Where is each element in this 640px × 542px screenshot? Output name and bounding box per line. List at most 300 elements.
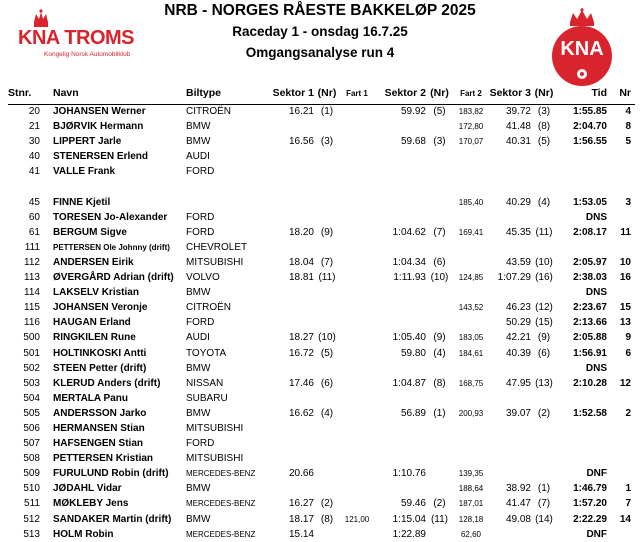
table-row [8,225,635,240]
cell-rank: 14 [619,513,631,525]
cell-sektor3: 39.72 [505,106,531,118]
table-row [8,512,635,527]
cell-name: JØDAHL Vidar [53,483,122,495]
cell-sektor2 [374,165,426,180]
cell-rank [607,286,635,301]
cell-nr3 [531,150,557,165]
cell-rank [607,467,635,482]
cell-sektor3 [489,210,531,225]
cell-sektor2: 1:15.04 [392,513,426,525]
page-title: NRB - NORGES RÅESTE BAKKELØP 2025 [164,2,476,19]
cell-sektor2 [374,286,426,301]
cell-nr2 [426,482,453,497]
cell-stnr: 115 [24,302,40,314]
cell-fart2: 200,93 [458,408,484,418]
cell-nr2: (11) [430,513,449,525]
cell-nr2 [426,120,453,135]
table-row [8,105,635,120]
cell-sektor3: 38.92 [505,483,531,495]
cell-fart2: 188,64 [458,484,484,494]
page-subtitle: Raceday 1 - onsdag 16.7.25 [232,24,408,39]
cell-stnr: 114 [24,287,40,299]
cell-stnr: 116 [24,317,40,329]
cell-fart2 [453,437,489,452]
cell-name: TORESEN Jo-Alexander [53,211,168,223]
cell-nr3: (7) [537,498,551,510]
cell-tid [557,391,607,406]
table-row [8,120,635,135]
cell-nr1 [314,467,340,482]
cell-sektor2: 59.92 [400,106,426,118]
cell-fart1 [340,135,374,150]
cell-fart2: 185,40 [458,197,484,207]
cell-sektor2: 59.68 [400,136,426,148]
cell-nr2 [426,391,453,406]
cell-name: ANDERSSON Jarko [53,407,147,419]
cell-nr1 [314,452,340,467]
table-header-row [8,82,635,105]
analysis-title: Omgangsanalyse run 4 [245,45,395,60]
cell-rank: 15 [619,302,631,314]
cell-fart2: 184,61 [458,348,484,358]
cell-fart1 [340,195,374,210]
cell-fart1 [340,406,374,421]
col-header-nr2: (Nr) [426,82,453,105]
table-row [8,452,635,467]
col-header-stnr: Stnr. [8,82,45,105]
cell-nr3: (15) [535,317,553,329]
cell-rank [607,452,635,467]
cell-fart2: 143,52 [458,303,484,313]
cell-tid: 2:13.66 [573,317,607,329]
cell-sektor1: 16.56 [288,136,314,148]
cell-tid: DNS [585,211,607,223]
cell-tid [557,165,607,180]
cell-fart1 [340,482,374,497]
cell-sektor3 [489,467,531,482]
cell-rank: 7 [625,498,631,510]
table-row [8,482,635,497]
cell-sektor2 [374,437,426,452]
cell-fart2 [453,150,489,165]
table-row [8,376,635,391]
cell-rank: 4 [625,106,631,118]
cell-car: TOYOTA [186,347,227,359]
cell-car: MERCEDES-BENZ [186,499,256,509]
col-header-navn: Navn [45,82,186,105]
cell-sektor1 [266,421,314,436]
cell-name: ANDERSEN Eirik [53,256,134,268]
cell-rank: 8 [625,121,631,133]
cell-fart1 [340,165,374,180]
cell-car: BMW [186,362,211,374]
table-row [8,210,635,225]
cell-car: BMW [186,513,211,525]
cell-name: STENERSEN Erlend [53,151,149,163]
cell-nr2: (1) [433,407,446,419]
cell-sektor2: 59.46 [400,498,426,510]
cell-sektor2 [374,482,426,497]
cell-fart1 [340,286,374,301]
cell-sektor3: 39.07 [505,407,531,419]
cell-fart2 [453,286,489,301]
cell-nr2 [426,210,453,225]
cell-tid: 1:46.79 [573,483,607,495]
cell-sektor1 [266,301,314,316]
cell-tid [557,150,607,165]
cell-name: HOLM Robin [53,528,114,540]
cell-nr3: (5) [537,136,551,148]
cell-nr1: (10) [318,332,336,344]
col-header-biltype: Biltype [186,82,266,105]
cell-sektor2 [374,195,426,210]
cell-nr2: (9) [433,332,446,344]
cell-nr3: (16) [535,272,553,284]
cell-fart1 [340,271,374,286]
cell-sektor3: 40.31 [505,136,531,148]
cell-car: MERCEDES-BENZ [186,529,256,539]
cell-sektor1: 18.81 [288,272,314,284]
cell-sektor2: 1:04.34 [392,256,426,268]
cell-tid: 1:56.91 [573,347,607,359]
cell-fart2 [453,316,489,331]
cell-nr2 [426,301,453,316]
cell-sektor1 [266,361,314,376]
cell-sektor2 [374,210,426,225]
cell-nr2 [426,165,453,180]
cell-name: HAFSENGEN Stian [53,438,144,450]
cell-stnr: 508 [23,453,40,465]
cell-car: CITROËN [186,106,231,118]
cell-car: FORD [186,438,215,450]
cell-sektor2 [374,240,426,255]
cell-sektor1 [266,240,314,255]
cell-stnr: 40 [28,151,40,163]
cell-car: BMW [186,407,211,419]
cell-rank: 12 [619,377,631,389]
cell-car: NISSAN [186,377,224,389]
cell-fart2 [453,255,489,270]
cell-nr2 [426,452,453,467]
cell-stnr: 20 [28,106,40,118]
cell-fart1 [340,105,374,120]
cell-sektor1 [266,120,314,135]
cell-sektor1: 16.62 [288,407,314,419]
table-row [8,286,635,301]
cell-tid: 2:38.03 [573,272,607,284]
cell-stnr: 513 [23,528,40,540]
table-row [8,346,635,361]
cell-car: VOLVO [186,272,220,284]
cell-sektor1 [266,437,314,452]
cell-nr2 [426,286,453,301]
cell-car: MITSUBISHI [186,453,244,465]
table-row [8,150,635,165]
cell-fart2: 139,35 [458,469,484,479]
cell-car: FORD [186,226,215,238]
cell-car: MERCEDES-BENZ [186,469,256,479]
cell-nr3 [531,210,557,225]
cell-name: JOHANSEN Veronje [53,302,148,314]
col-header-sektor2: Sektor 2 [374,82,426,105]
cell-car: AUDI [186,332,210,344]
cell-nr2: (2) [433,498,446,510]
cell-nr3 [531,421,557,436]
cell-sektor2 [374,150,426,165]
cell-tid [557,437,607,452]
cell-stnr: 504 [23,392,40,404]
table-row [8,271,635,286]
cell-sektor2 [374,120,426,135]
cell-stnr: 45 [28,196,40,208]
cell-stnr: 506 [23,423,40,435]
cell-fart2: 172,80 [458,122,484,132]
cell-nr1 [314,286,340,301]
cell-stnr: 61 [28,226,40,238]
cell-fart1 [340,467,374,482]
cell-nr3 [531,286,557,301]
cell-car: FORD [186,211,215,223]
cell-nr2 [426,421,453,436]
cell-tid: 2:22.29 [573,513,607,525]
kna-badge-text: KNA [560,38,604,60]
cell-rank [607,391,635,406]
cell-nr3: (9) [537,332,551,344]
cell-nr1 [314,165,340,180]
table-row [8,135,635,150]
cell-car: SUBARU [186,392,228,404]
cell-sektor2: 1:05.40 [392,332,426,344]
cell-nr2: (10) [430,272,449,284]
cell-nr3: (8) [537,121,551,133]
cell-sektor2: 1:04.62 [392,226,426,238]
cell-nr2: (6) [433,256,446,268]
cell-nr2 [426,437,453,452]
cell-sektor2: 1:10.76 [392,468,426,480]
cell-sektor3 [489,150,531,165]
cell-fart1 [340,437,374,452]
cell-fart2: 187,01 [458,499,484,509]
cell-sektor1 [266,210,314,225]
cell-nr1 [314,195,340,210]
cell-nr3: (14) [535,513,553,525]
cell-nr3: (12) [535,302,553,314]
cell-name: FURULUND Robin (drift) [53,468,169,480]
cell-tid: DNF [586,528,607,540]
cell-name: LAKSELV Kristian [53,287,139,299]
cell-name: JOHANSEN Werner [53,106,146,118]
cell-stnr: 21 [28,121,40,133]
cell-stnr: 113 [24,272,40,284]
cell-tid: 2:10.28 [573,377,607,389]
cell-rank: 5 [625,136,631,148]
cell-nr1 [314,120,340,135]
cell-nr1 [314,391,340,406]
cell-fart2 [453,421,489,436]
cell-sektor1 [266,286,314,301]
cell-sektor3: 46.23 [505,302,531,314]
cell-nr1: (7) [320,256,334,268]
cell-fart1 [340,376,374,391]
cell-nr2: (5) [433,106,446,118]
cell-car: FORD [186,317,215,329]
cell-rank: 3 [625,196,631,208]
cell-fart2 [453,361,489,376]
cell-car: AUDI [186,151,210,163]
cell-nr1 [314,421,340,436]
cell-nr2 [426,316,453,331]
cell-nr1 [314,527,340,542]
cell-sektor2 [374,452,426,467]
cell-stnr: 511 [24,498,40,510]
cell-nr3: (1) [537,483,551,495]
cell-sektor1 [266,391,314,406]
cell-rank: 1 [625,483,631,495]
table-row [8,406,635,421]
cell-sektor2 [374,301,426,316]
cell-tid: 2:05.88 [573,332,607,344]
cell-name: PETTERSEN Ole Johnny (drift) [53,242,170,252]
cell-fart1 [340,361,374,376]
col-header-nr1: (Nr) [314,82,340,105]
table-row [8,301,635,316]
cell-rank [607,150,635,165]
col-header-fart2: Fart 2 [453,82,489,105]
kna-troms-wordmark: KNA TROMS [18,27,135,49]
cell-tid: 2:04.70 [573,121,607,133]
cell-fart2: 169,41 [458,227,484,237]
cell-sektor3 [489,391,531,406]
cell-sektor1 [266,150,314,165]
cell-tid: 1:56.55 [573,136,607,148]
cell-nr1 [314,301,340,316]
cell-rank: 6 [625,347,631,359]
cell-rank: 13 [619,317,631,329]
cell-rank: 16 [619,272,631,284]
cell-fart2: 183,05 [458,333,484,343]
cell-name: MØKLEBY Jens [53,498,129,510]
cell-car: MITSUBISHI [186,423,244,435]
cell-nr3 [531,240,557,255]
cell-nr3: (10) [535,256,553,268]
cell-nr2: (8) [433,377,446,389]
cell-tid: 1:57.20 [573,498,607,510]
cell-sektor1: 18.04 [288,256,314,268]
cell-nr1: (3) [320,136,334,148]
cell-fart2: 62,60 [460,529,482,539]
cell-name: PETTERSEN Kristian [53,453,154,465]
cell-car: MITSUBISHI [186,256,244,268]
cell-fart2: 168,75 [458,378,484,388]
cell-sektor1 [266,165,314,180]
cell-sektor1: 15.14 [288,528,314,540]
table-row [8,421,635,436]
cell-rank: 11 [620,226,631,238]
cell-sektor2 [374,316,426,331]
cell-nr3 [531,165,557,180]
cell-fart1 [340,240,374,255]
cell-nr3: (4) [537,196,551,208]
cell-sektor3 [489,361,531,376]
cell-stnr: 507 [23,438,40,450]
cell-fart2 [453,240,489,255]
cell-fart1 [340,316,374,331]
table-row [8,497,635,512]
cell-name: HOLTINKOSKI Antti [53,347,147,359]
cell-nr2 [426,467,453,482]
cell-sektor2 [374,421,426,436]
table-row [8,316,635,331]
cell-tid [557,452,607,467]
cell-nr3: (2) [537,407,551,419]
cell-car: FORD [186,166,215,178]
cell-name: SANDAKER Martin (drift) [53,513,172,525]
table-row [8,240,635,255]
col-header-fart1: Fart 1 [340,82,374,105]
cell-sektor2 [374,391,426,406]
cell-sektor3: 40.29 [505,196,531,208]
cell-stnr: 509 [23,468,40,480]
cell-sektor3: 45.35 [505,226,531,238]
cell-nr3 [531,361,557,376]
cell-sektor1 [266,482,314,497]
cell-sektor2: 1:11.93 [393,272,426,284]
cell-nr3: (11) [535,226,553,238]
cell-tid: 2:05.97 [573,256,607,268]
cell-car: BMW [186,136,211,148]
cell-rank [607,210,635,225]
cell-sektor3: 50.29 [505,317,531,329]
cell-name: VALLE Frank [53,166,116,178]
cell-sektor1: 20.66 [288,468,314,480]
col-header-sektor1: Sektor 1 [266,82,314,105]
cell-sektor2: 1:04.87 [392,377,426,389]
cell-car: BMW [186,121,211,133]
cell-sektor1 [266,195,314,210]
cell-fart1: 121,00 [344,514,370,524]
table-row [8,331,635,346]
cell-fart2: 183,82 [458,107,484,117]
cell-fart1 [340,421,374,436]
cell-sektor1: 16.21 [288,106,314,118]
cell-nr1: (5) [320,347,334,359]
cell-name: BJØRVIK Hermann [53,121,144,133]
cell-rank [607,527,635,542]
cell-stnr: 501 [23,347,40,359]
table-row [8,527,635,542]
col-header-nr: Nr [607,82,635,105]
cell-name: HERMANSEN Stian [53,423,145,435]
cell-car: BMW [186,287,211,299]
table-row [8,361,635,376]
cell-fart2 [453,165,489,180]
cell-tid: DNF [586,468,607,480]
cell-nr2 [426,527,453,542]
cell-nr2 [426,361,453,376]
cell-stnr: 503 [23,377,40,389]
cell-sektor1 [266,452,314,467]
cell-name: ØVERGÅRD Adrian (drift) [53,272,174,284]
cell-sektor3: 49.08 [505,513,531,525]
cell-sektor1: 18.17 [288,513,314,525]
cell-sektor2 [374,361,426,376]
kna-tagline: Kongelig Norsk Automobilklub [44,51,131,58]
cell-stnr: 60 [28,211,40,223]
cell-name: STEEN Petter (drift) [53,362,147,374]
cell-sektor3: 47.95 [505,377,531,389]
cell-car [186,195,266,210]
cell-sektor3: 42.21 [505,332,531,344]
